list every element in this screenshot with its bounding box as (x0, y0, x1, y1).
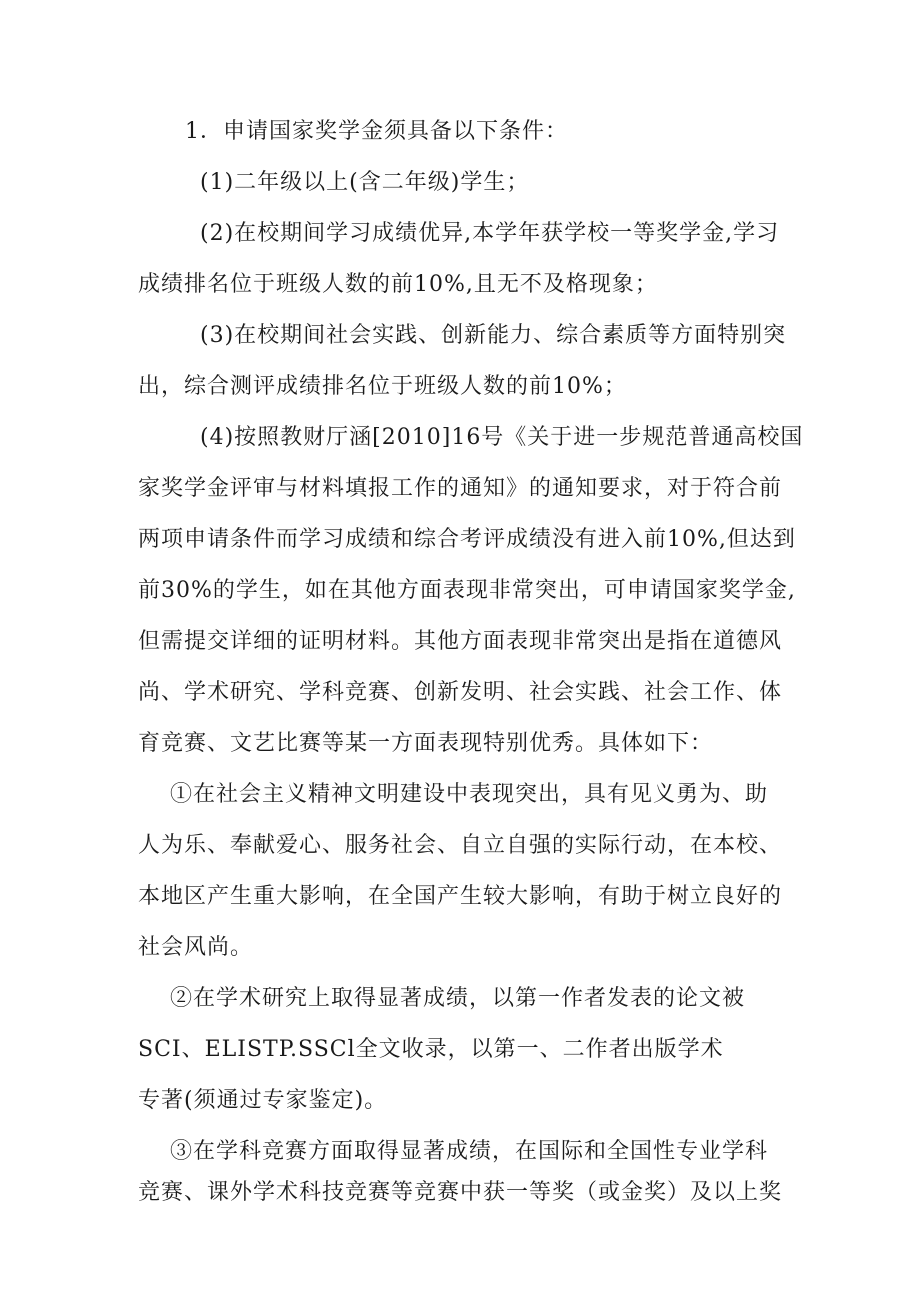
condition-4-line-3: 两项申请条件而学习成绩和综合考评成绩没有进入前10%,但达到 (138, 527, 796, 552)
condition-4-line-7: 育竞赛、文艺比赛等某一方面表现特别优秀。具体如下： (138, 731, 714, 756)
condition-4-line-5: 但需提交详细的证明材料。其他方面表现非常突出是指在道德风 (138, 629, 783, 654)
sub-item-3-line-2: 竞赛、课外学术科技竞赛等竞赛中获一等奖（或金奖）及以上奖 (138, 1180, 783, 1205)
sub-item-2-line-1: ②在学术研究上取得显著成绩，以第一作者发表的论文被 (170, 986, 746, 1011)
condition-1: (1)二年级以上(含二年级)学生； (200, 170, 530, 195)
sub-item-3-line-1: ③在学科竞赛方面取得显著成绩，在国际和全国性专业学科 (170, 1139, 769, 1164)
sub-item-1-line-3: 本地区产生重大影响，在全国产生较大影响，有助于树立良好的 (138, 884, 783, 909)
condition-4-line-1: (4)按照教财厅涵[2010]16号《关于进一步规范普通高校国 (200, 425, 804, 450)
condition-2-line-1: (2)在校期间学习成绩优异,本学年获学校一等奖学金,学习 (200, 221, 780, 246)
sub-item-1-line-1: ①在社会主义精神文明建设中表现突出，具有见义勇为、助 (170, 782, 769, 807)
condition-3-line-2: 出，综合测评成绩排名位于班级人数的前10%； (138, 374, 627, 399)
sub-item-2-line-3: 专著(须通过专家鉴定)。 (138, 1088, 388, 1113)
section-heading: 1．申请国家奖学金须具备以下条件： (185, 119, 568, 144)
condition-4-line-6: 尚、学术研究、学科竞赛、创新发明、社会实践、社会工作、体 (138, 680, 783, 705)
condition-3-line-1: (3)在校期间社会实践、创新能力、综合素质等方面特别突 (200, 323, 787, 348)
condition-4-line-4: 前30%的学生，如在其他方面表现非常突出，可申请国家奖学金, (138, 578, 796, 603)
condition-4-line-2: 家奖学金评审与材料填报工作的通知》的通知要求，对于符合前 (138, 476, 783, 501)
sub-item-1-line-2: 人为乐、奉献爱心、服务社会、自立自强的实际行动，在本校、 (138, 833, 783, 858)
condition-2-line-2: 成绩排名位于班级人数的前10%,且无不及格现象； (138, 272, 658, 297)
sub-item-2-line-2: SCI、ELISTP.SSCl全文收录，以第一、二作者出版学术 (138, 1037, 724, 1062)
sub-item-1-line-4: 社会风尚。 (138, 935, 254, 960)
